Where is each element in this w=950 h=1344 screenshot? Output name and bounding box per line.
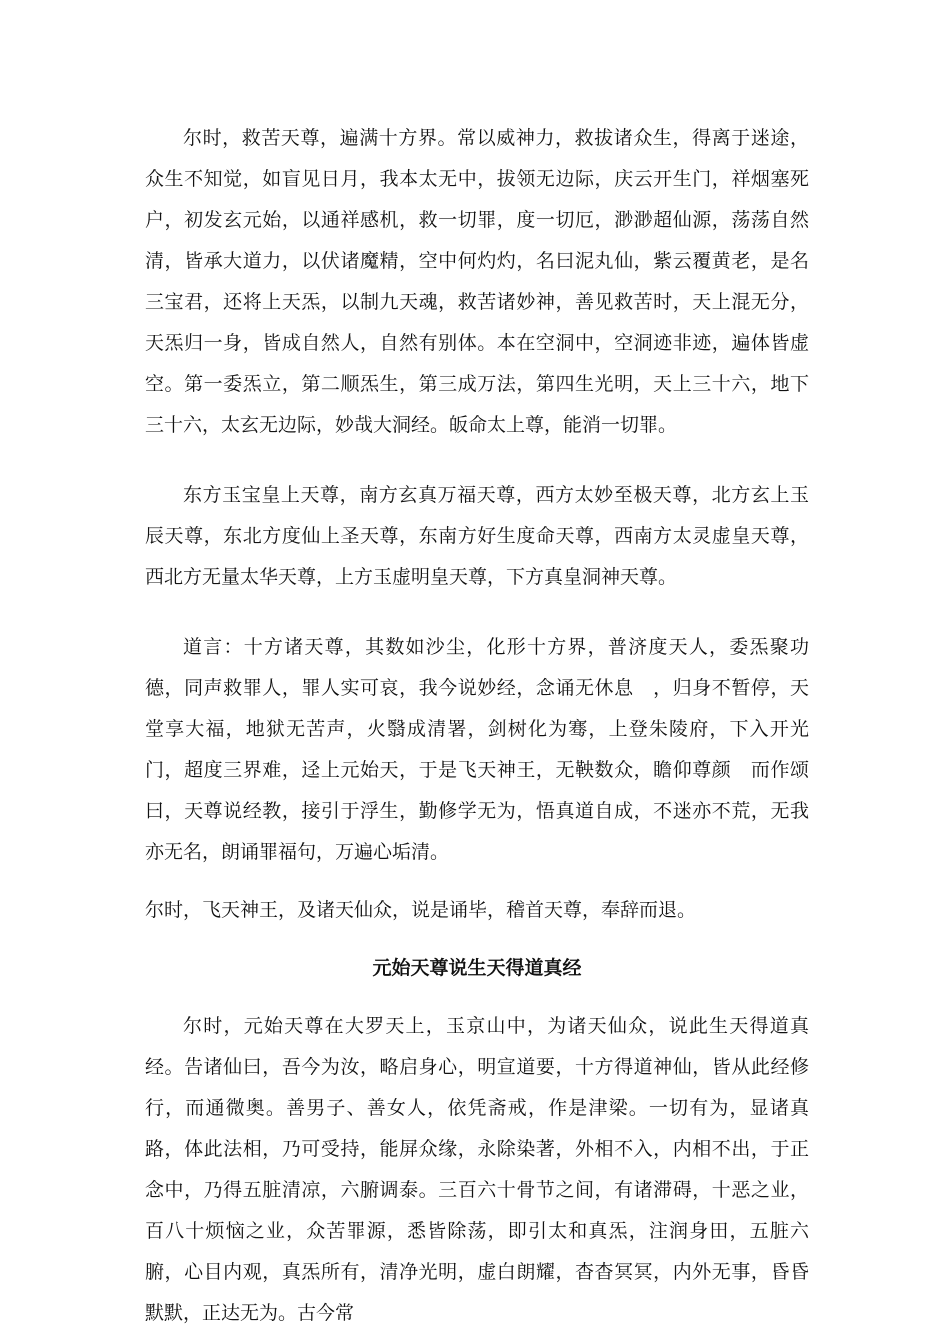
paragraph-daoyan: 道言：十方诸天尊，其数如沙尘，化形十方界，普济度天人，委炁聚功德，同声救罪人，罪人实可哀，我今说妙经，念诵无休息 ，归身不暂停，天堂享大福，地狱无苦声，火翳成清署，剑树化为骞，上登朱陵府，下入开光门，超度三界难，迳上元始天，于是飞天神王，无鞅数众，瞻仰尊颜 而作颂曰，天尊说经教，接引于浮生，勤修学无为，悟真道自成，不迷亦不荒，无我亦无名，朗诵罪福句，万遍心垢清。 [145, 636, 809, 863]
paragraph-jiuku: 尔时，救苦天尊，遍满十方界。常以威神力，救拔诸众生，得离于迷途，众生不知觉，如盲见日月，我本太无中，拔领无边际，庆云开生门，祥烟塞死户，初发玄元始，以通祥感机，救一切罪，度一切厄，渺渺超仙源，荡荡自然清，皆承大道力，以伏诸魔精，空中何灼灼，名曰泥丸仙，紫云覆黄老，是名三宝君，还将上天炁，以制九天魂，救苦诸妙神，善见救苦时，天上混无分，天炁归一身，皆成自然人，自然有别体。本在空洞中，空洞迹非迹，遍体皆虚空。第一委炁立，第二顺炁生，第三成万法，第四生光明，天上三十六，地下三十六，太玄无边际，妙哉大洞经。皈命太上尊，能消一切罪。 [145, 127, 809, 436]
paragraph-shengtian: 尔时，元始天尊在大罗天上，玉京山中，为诸天仙众，说此生天得道真经。告诸仙曰，吾今为汝，略启身心，明宣道要，十方得道神仙，皆从此经修行，而通微奥。善男子、善女人，依凭斋戒，作是津梁。一切有为，显诸真路，体此法相，乃可受持，能屏众缘，永除染著，外相不入，内相不出，于正念中，乃得五脏清凉，六腑调泰。三百六十骨节之间，有诸滞碍，十恶之业，百八十烦恼之业，众苦罪源，悉皆除荡，即引太和真炁，注润身田，五脏六腑，心目内观，真炁所有，清净光明，虚白朗耀，杳杳冥冥，内外无事，昏昏默默，正达无为。古今常 [145, 1015, 809, 1324]
section-title: 元始天尊说生天得道真经 [372, 957, 582, 979]
paragraph-ten-directions: 东方玉宝皇上天尊，南方玄真万福天尊，西方太妙至极天尊，北方玄上玉辰天尊，东北方度仙上圣天尊，东南方好生度命天尊，西南方太灵虚皇天尊，西北方无量太华天尊，上方玉虚明皇天尊，下方真皇洞神天尊。 [145, 484, 809, 588]
document-page [145, 118, 809, 1334]
paragraph-closing: 尔时，飞天神王，及诸天仙众，说是诵毕，稽首天尊，奉辞而退。 [145, 899, 697, 921]
